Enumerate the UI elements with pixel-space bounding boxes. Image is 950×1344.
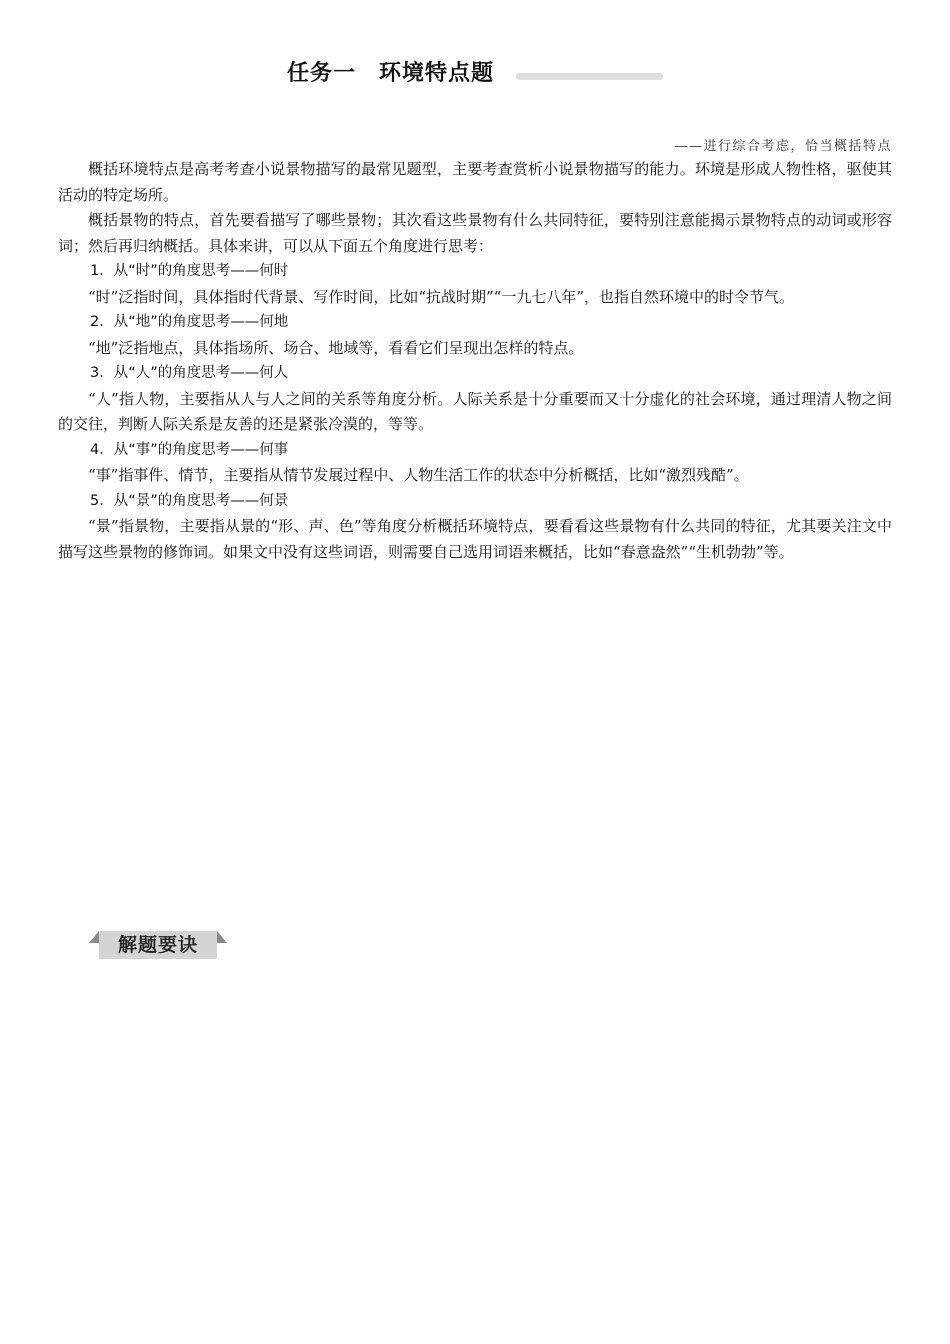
section-heading-event: 4．从“事”的角度思考——何事 <box>90 441 289 458</box>
section-body-scene: “景”指景物，主要指从景的“形、声、色”等角度分析概括环境特点，要看看这些景物有什么共同的特征，尤其要关注文中描写这些景物的修饰词。如果文中没有这些词语，则需要自己选用词语来概括，比如“春意盎然”“生机勃勃”等。 <box>58 517 892 561</box>
section-heading-scene: 5．从“景”的角度思考——何景 <box>90 492 289 509</box>
intro-paragraph-1: 概括环境特点是高考考查小说景物描写的最常见题型，主要考查赏析小说景物描写的能力。环境是形成人物性格，驱使其活动的特定场所。 <box>58 160 892 204</box>
page-subtitle: ——进行综合考虑，恰当概括特点 <box>674 139 892 154</box>
tips-badge <box>89 929 229 961</box>
badge-left-fold <box>89 931 99 943</box>
section-heading-time: 1．从“时”的角度思考——何时 <box>90 263 289 279</box>
title-block <box>0 58 950 94</box>
badge-right-fold <box>217 931 227 943</box>
page-title: 任务一 环境特点题 <box>287 61 495 86</box>
section-heading-place: 2．从“地”的角度思考——何地 <box>90 314 289 330</box>
section-body-event: “事”指事件、情节，主要指从情节发展过程中、人物生活工作的状态中分析概括，比如“激烈残酷”。 <box>88 466 749 484</box>
badge-label: 解题要诀 <box>99 931 217 959</box>
intro-paragraph-2: 概括景物的特点，首先要看描写了哪些景物；其次看这些景物有什么共同特征，要特别注意能揭示景物特点的动词或形容词；然后再归纳概括。具体来讲，可以从下面五个角度进行思考： <box>58 211 892 255</box>
article-body <box>58 157 892 565</box>
section-body-place: “地”泛指地点，具体指场所、场合、地域等，看看它们呈现出怎样的特点。 <box>88 338 584 357</box>
section-body-person: “人”指人物，主要指从人与人之间的关系等角度分析。人际关系是十分重要而又十分虚化的社会环境，通过理清人物之间的交往，判断人际关系是友善的还是紧张冷漠的，等等。 <box>58 389 892 433</box>
section-body-time: “时”泛指时间，具体指时代背景、写作时间，比如“抗战时期”“一九七八年”，也指自然环境中的时令节气。 <box>88 287 795 306</box>
section-heading-person: 3．从“人”的角度思考——何人 <box>90 365 289 381</box>
title-decoration-bar <box>516 73 663 80</box>
